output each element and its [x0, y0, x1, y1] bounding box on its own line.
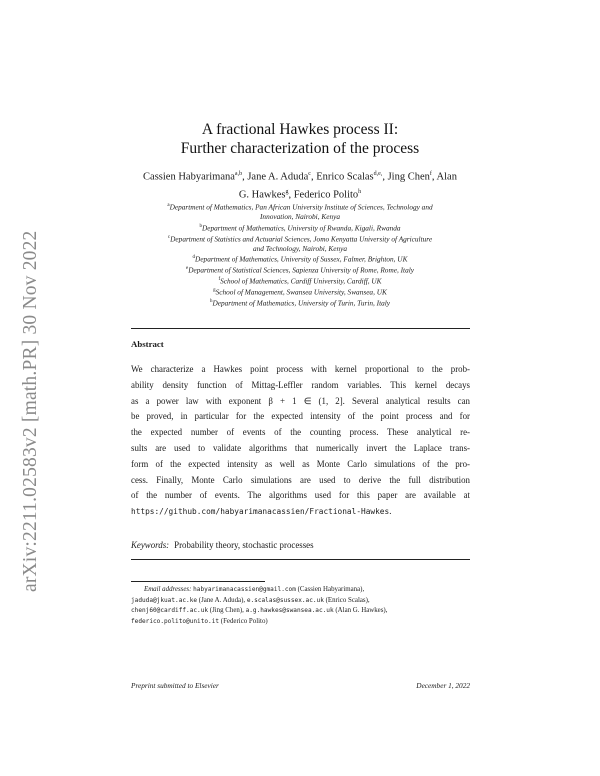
- affiliation-text: Department of Mathematics, University of Rwanda, Kigali, Rwanda: [201, 223, 401, 233]
- email-link[interactable]: jaduda@jkuat.ac.ke: [131, 596, 198, 604]
- author-name: G. Hawkes: [238, 189, 286, 200]
- abstract-line: as a power law with exponent β + 1 ∈ (1, 2]. Several analytical results can: [131, 395, 470, 406]
- email-owner: (Federico Polito): [220, 617, 268, 625]
- footnote-line: [131, 596, 476, 607]
- affil-mark: f: [218, 277, 221, 283]
- email-label: Email addresses:: [144, 586, 192, 593]
- affil-mark: e: [186, 266, 189, 272]
- abstract-top-rule: [131, 328, 470, 329]
- affiliation-text: and Technology, Nairobi, Kenya: [252, 243, 348, 253]
- affiliation-text: School of Mathematics, Cardiff University, Cardiff, UK: [220, 276, 382, 286]
- author-affil-mark: a,b: [234, 171, 243, 177]
- abstract-line: of the number of events. The algorithms used for this paper are available at: [131, 490, 470, 501]
- footnote-line: [131, 606, 476, 617]
- affiliation-line: [130, 244, 470, 254]
- author-affil-mark: d,e,: [373, 171, 383, 177]
- email-owner: (Alan G. Hawkes),: [335, 607, 388, 614]
- author-line-1: Cassien Habyarimana$^{a,b}$, Jane A. Aduda$^c$, Enrico Scalas$^{d,e,}$, Jing Chen$^f$, Alan: [143, 171, 457, 183]
- email-footnote: [131, 585, 476, 627]
- author-affil-mark: f: [429, 171, 432, 177]
- url-suffix: .: [389, 506, 392, 517]
- affil-mark: b: [199, 223, 202, 229]
- keywords-text: Probability theory, stochastic processes: [174, 540, 314, 550]
- affiliation-text: Department of Mathematics, Pan African University Institute of Sciences, Technology and: [169, 202, 433, 212]
- email-link[interactable]: federico.polito@unito.it: [131, 617, 220, 625]
- affiliation-text: Innovation, Nairobi, Kenya: [260, 212, 340, 222]
- affil-mark: a: [167, 203, 170, 208]
- email-link[interactable]: a.g.hawkes@swansea.ac.uk: [245, 607, 334, 614]
- affiliation-text: Department of Mathematics, University of Sussex, Falmer, Brighton, UK: [195, 254, 408, 264]
- preprint-note: Preprint submitted to Elsevier: [131, 681, 219, 690]
- affil-mark: d: [192, 255, 196, 261]
- abstract-body: [131, 362, 470, 520]
- keywords-line: [131, 540, 314, 550]
- affiliation-line: [130, 233, 470, 244]
- abstract-line: form of the expected intensity as well as Monte Carlo simulations of the pro-: [131, 458, 470, 469]
- affiliation-line: [130, 275, 470, 286]
- arxiv-side-stamp: [20, 182, 42, 592]
- author-name: Cassien Habyarimana: [143, 171, 235, 183]
- affiliation-line: [130, 264, 470, 275]
- abstract-line: [131, 504, 470, 520]
- author-name: Enrico Scalas: [316, 171, 374, 183]
- affiliation-text: Department of Mathematics, University of Turin, Turin, Italy: [212, 298, 391, 308]
- preprint-date: December 1, 2022: [416, 681, 470, 690]
- author-name: Jane A. Aduda: [247, 171, 309, 183]
- affiliation-text: School of Management, Swansea University, Swansea, UK: [215, 287, 387, 297]
- email-link[interactable]: habyarimanacassien@gmail.com: [193, 586, 296, 593]
- abstract-line: the expected number of events of the counting process. These analytical re-: [131, 427, 470, 438]
- abstract-heading: Abstract: [131, 339, 164, 349]
- affiliation-line: [130, 212, 470, 222]
- github-link[interactable]: https://github.com/habyarimanacassien/Fractional-Hawkes: [131, 507, 390, 517]
- affil-mark: h: [209, 299, 213, 305]
- title-line-1: A fractional Hawkes process II:: [201, 121, 399, 138]
- affiliation-line: [130, 253, 470, 264]
- author-name: Federico Polito: [293, 189, 359, 200]
- email-owner: (Jing Chen),: [209, 607, 244, 614]
- abstract-line: ability density function of Mittag-Leffler random variables. This kernel decays: [131, 379, 470, 390]
- author-line-2: G. Hawkes$^g$, Federico Polito$^h$: [238, 188, 362, 200]
- affil-mark: c: [167, 234, 171, 240]
- title-line-2: Further characterization of the process: [180, 140, 420, 157]
- author-affil-mark: g: [285, 188, 289, 195]
- email-link[interactable]: chenj60@cardiff.ac.uk: [131, 607, 209, 614]
- email-link[interactable]: e.scalas@sussex.ac.uk: [246, 596, 324, 604]
- affiliation-line: [130, 297, 470, 308]
- footnote-rule: [131, 581, 265, 582]
- author-affil-mark: c: [308, 171, 311, 177]
- abstract-line: cess. Finally, Monte Carlo simulations are used to derive the full distribution: [131, 474, 470, 485]
- affiliation-line: [130, 222, 470, 233]
- email-owner: (Cassien Habyarimana),: [297, 586, 365, 593]
- author-list: [130, 167, 470, 202]
- keywords-label: Keywords:: [131, 540, 170, 550]
- paper-title: [130, 120, 470, 158]
- author-name: Alan: [436, 171, 457, 183]
- footnote-line: [131, 585, 476, 596]
- author-name: Jing Chen: [387, 171, 430, 183]
- abstract-bottom-rule: [131, 559, 470, 560]
- affiliation-line: [130, 201, 470, 212]
- author-affil-mark: h: [358, 188, 362, 195]
- abstract-line: We characterize a Hawkes point process with kernel proportional to the prob-: [131, 364, 470, 374]
- email-owner: (Enrico Scalas),: [325, 596, 370, 604]
- affil-mark: g: [213, 288, 216, 294]
- abstract-line: sults are used to validate algorithms that numerically invert the Laplace trans-: [131, 442, 470, 453]
- arxiv-identifier[interactable]: arXiv:2211.02583v2 [math.PR] 30 Nov 2022: [20, 230, 41, 592]
- affiliation-line: [130, 286, 470, 297]
- affiliation-text: Department of Statistics and Actuarial Sciences, Jomo Kenyatta University of Agriculture: [170, 234, 433, 244]
- abstract-line: be proved, in particular for the expected intensity of the point process and for: [131, 411, 470, 422]
- footnote-line: [131, 617, 476, 628]
- email-owner: (Jane A. Aduda),: [198, 596, 246, 604]
- affiliation-text: Department of Statistical Sciences, Sapienza University of Rome, Rome, Italy: [188, 265, 414, 275]
- affiliation-list: [130, 201, 470, 308]
